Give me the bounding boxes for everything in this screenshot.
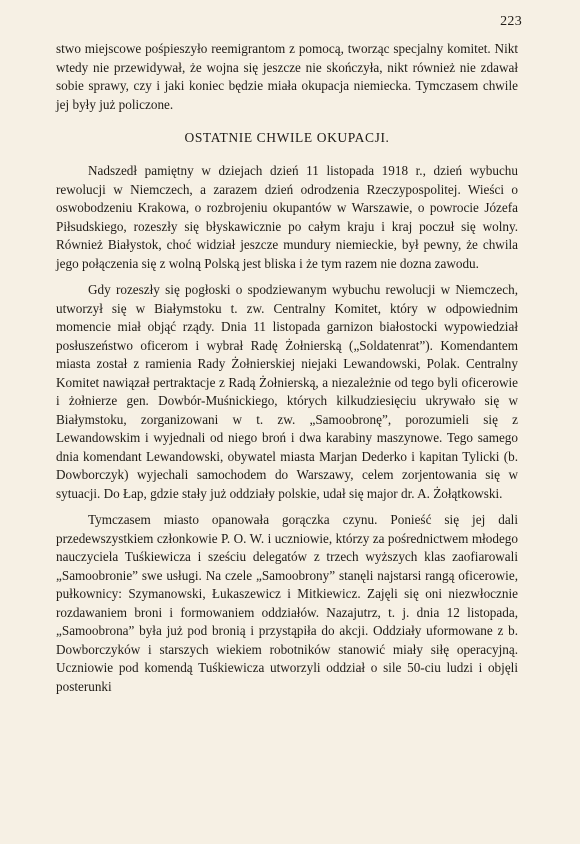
paragraph-3: Tymczasem miasto opanowała gorączka czynu. Ponieść się jej dali przedewszystkiem członkowie P. O. W. i uczniowie, którzy za pośrednictwem młodego nauczyciela Tuśkiewicza i sześciu delegatów z trzech wyższych klas zaofiarowali „Samoobronie” swe usługi. Na czele „Samoobrony” stanęli najstarsi rangą oficerowie, pułkownicy: Szymanowski, Łukaszewicz i Mitkiewicz. Zajęli się oni niezwłocznie rozdawaniem broni i formowaniem oddziałów. Nazajutrz, t. j. dnia 12 listopada, „Samoobrona” była już pod bronią i przystąpiła do akcji. Oddziały uformowane z b. Dowborczyków i starszych wiekiem robotników stanowić miały siłę operacyjną. Uczniowie pod komendą Tuśkiewicza utworzyli oddział o sile 50-ciu ludzi i objęli posterunki (56, 512, 518, 694)
opening-paragraph: stwo miejscowe pośpieszyło reemigrantom z pomocą, tworząc specjalny komitet. Nikt wtedy nie przewidywał, że wojna się jeszcze nie skończyła, nikt również nie zdawał sobie sprawy, czy i jaki koniec będzie miała okupacja niemiecka. Tymczasem chwile jej były już policzone. (56, 41, 518, 112)
page-number: 223 (500, 14, 522, 29)
section-heading: OSTATNIE CHWILE OKUPACJI. (184, 130, 390, 145)
paragraph-2: Gdy rozeszły się pogłoski o spodziewanym wybuchu rewolucji w Niemczech, utworzył się w Białymstoku t. zw. Centralny Komitet, który w odpowiednim momencie miał objąć rządy. Dnia 11 listopada garnizon białostocki wypowiedział posłuszeństwo oficerom i wybrał Radę Żołnierską („Soldatenrat”). Komendantem miasta został z ramienia Rady Żołnierskiej niejaki Lewandowski, Polak. Centralny Komitet nawiązał pertraktacje z Radą Żołnierską, a niezależnie od tego byli oficerowie i żołnierze gen. Dowbór-Muśnickiego, których kilkudziesięciu ukrywało się w Białymstoku, zorganizowani w t. zw. „Samoobronę”, porozumieli się z Lewandowskim i wyjednali od niego broń i dwa karabiny maszynowe. Tego samego dnia komendant Lewandowski, obywatel miasta Marjan Dederko i kapitan Tylicki (b. Dowborczyk) wyjechali samochodem do Warszawy, celem zorjentowania się w sytuacji. Do Łap, gdzie stały już oddziały polskie, udał się major dr. A. Żołątkowski. (56, 282, 518, 501)
paragraph-gap (56, 273, 518, 281)
paragraph-1: Nadszedł pamiętny w dziejach dzień 11 listopada 1918 r., dzień wybuchu rewolucji w Niemczech, a zarazem dzień odrodzenia Rzeczypospolitej. Wieści o oswobodzeniu Krakowa, o rozbrojeniu okupantów w Warszawie, o powrocie Józefa Piłsudskiego, rozeszły się błyskawicznie po całym kraju i kraj poczuł się wolny. Również Białystok, choć widział jeszcze mundury niemieckie, był pewny, że chwila jego połączenia się z wolną Polską jest bliska i że tym razem nie dozna zawodu. (56, 163, 518, 271)
paragraph-gap (56, 503, 518, 511)
page-body (56, 40, 518, 696)
